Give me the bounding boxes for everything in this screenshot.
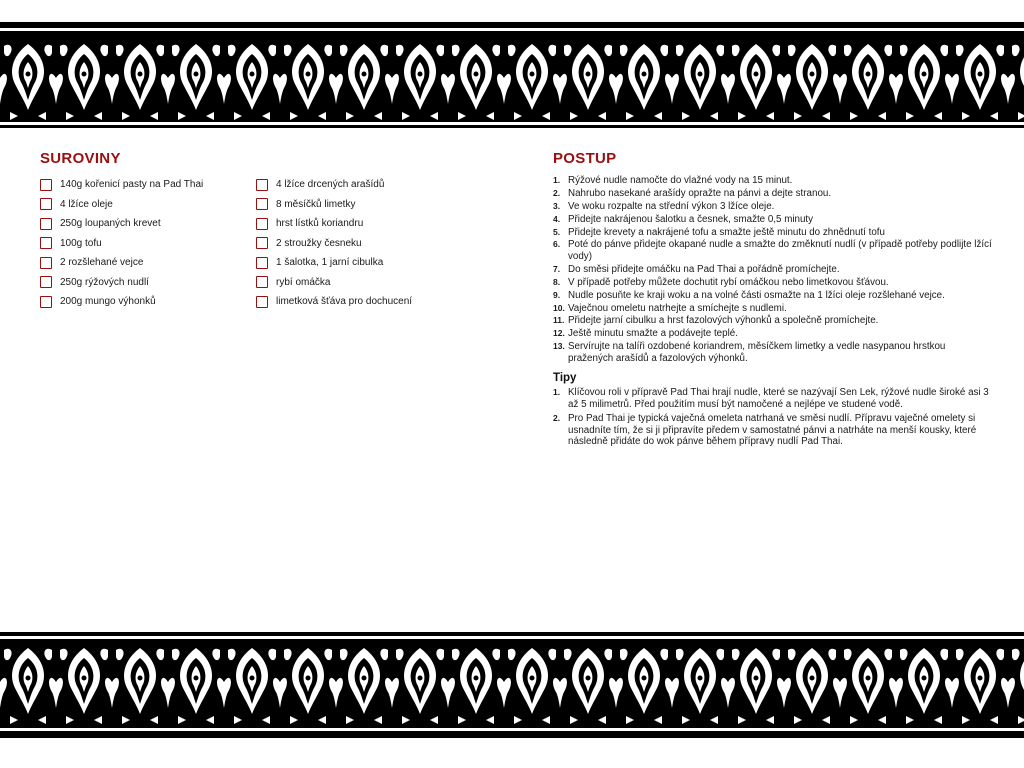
ingredient-item[interactable]	[40, 292, 256, 312]
ingredient-item[interactable]	[256, 273, 472, 293]
ingredient-label: 200g mungo výhonků	[60, 296, 156, 308]
list-item: 8. V případě potřeby můžete dochutit rybí omáčkou nebo limetkovou šťávou.	[553, 277, 993, 289]
step-text: Ve woku rozpalte na střední výkon 3 lžíce oleje.	[568, 200, 775, 212]
ingredient-item[interactable]	[256, 175, 472, 195]
checkbox-icon[interactable]	[40, 276, 52, 288]
checkbox-icon[interactable]	[40, 237, 52, 249]
ingredient-label: rybí omáčka	[276, 276, 331, 288]
step-text: Přidejte krevety a nakrájené tofu a smažte ještě minutu do zhnědnutí tofu	[568, 226, 885, 238]
checkbox-icon[interactable]	[256, 296, 268, 308]
checkbox-icon[interactable]	[256, 257, 268, 269]
tip-text: Pro Pad Thai je typická vaječná omeleta natrhaná ve směsi nudlí. Přípravu vaječné omelety si usnadníte tím, že si ji připravíte předem v samostatné pánvi a natrháte na menší kousky, které následně přidáte do wok pánve během přípravy nudlí Pad Thai.	[568, 413, 977, 448]
list-item: 10. Vaječnou omeletu natrhejte a smíchejte s nudlemi.	[553, 303, 993, 315]
list-item: 13. Servírujte na talíři ozdobené koriandrem, měsíčkem limetky a vedle nasypanou hrstkou pražených arašídů a fazolových výhonků.	[553, 341, 993, 364]
ingredient-item[interactable]	[256, 214, 472, 234]
step-text: Nahrubo nasekané arašídy opražte na pánvi a dejte stranou.	[568, 187, 832, 199]
checkbox-icon[interactable]	[256, 218, 268, 230]
ingredient-item[interactable]	[40, 253, 256, 273]
list-item: 1. Rýžové nudle namočte do vlažné vody na 15 minut.	[553, 175, 993, 187]
ingredient-column-right	[256, 175, 472, 312]
list-item: 12. Ještě minutu smažte a podávejte teplé.	[553, 328, 993, 340]
list-item: 5. Přidejte krevety a nakrájené tofu a smažte ještě minutu do zhnědnutí tofu	[553, 227, 993, 239]
tips-title: Tipy	[553, 372, 577, 385]
ingredient-label: 250g loupaných krevet	[60, 218, 161, 230]
step-text: Ještě minutu smažte a podávejte teplé.	[568, 328, 738, 340]
ingredient-label: 4 lžíce drcených arašídů	[276, 179, 385, 191]
ingredients-title: SUROVINY	[40, 150, 121, 167]
bottom-ornament-band	[0, 632, 1024, 738]
ingredient-item[interactable]	[256, 292, 472, 312]
tip-text: Klíčovou roli v přípravě Pad Thai hrají nudle, které se nazývají Sen Lek, rýžové nudle široké asi 3 až 5 milimetrů. Před použitím musí být namočené a nejlépe ve studené vodě.	[568, 387, 989, 410]
step-text: Vaječnou omeletu natrhejte a smíchejte s nudlemi.	[568, 302, 787, 314]
ingredient-label: 250g rýžových nudlí	[60, 276, 149, 288]
ingredient-item[interactable]	[256, 253, 472, 273]
band-line	[0, 28, 1024, 31]
step-text: Přidejte jarní cibulku a hrst fazolových výhonků a společně promíchejte.	[568, 315, 879, 327]
list-item: 11. Přidejte jarní cibulku a hrst fazolových výhonků a společně promíchejte.	[553, 315, 993, 327]
procedure-steps	[553, 175, 993, 364]
ingredient-item[interactable]	[40, 234, 256, 254]
list-item: 3. Ve woku rozpalte na střední výkon 3 lžíce oleje.	[553, 201, 993, 213]
ingredient-label: 4 lžíce oleje	[60, 198, 113, 210]
step-text: Do směsi přidejte omáčku na Pad Thai a pořádně promíchejte.	[568, 263, 840, 275]
band-line	[0, 122, 1024, 125]
list-item: 2. Pro Pad Thai je typická vaječná omeleta natrhaná ve směsi nudlí. Přípravu vaječné omelety si usnadníte tím, že si ji připravíte předem v samostatné pánvi a natrháte na menší kousky, které následně přidáte do wok pánve během přípravy nudlí Pad Thai.	[553, 413, 993, 448]
ingredient-item[interactable]	[40, 175, 256, 195]
ingredient-label: limetková šťáva pro dochucení	[276, 296, 413, 308]
checkbox-icon[interactable]	[40, 198, 52, 210]
ingredient-label: 140g kořenicí pasty na Pad Thai	[60, 179, 204, 191]
thai-ornament-pattern-icon	[0, 38, 1024, 120]
step-text: V případě potřeby můžete dochutit rybí omáčkou nebo limetkovou šťávou.	[568, 276, 889, 288]
list-item: 1. Klíčovou roli v přípravě Pad Thai hrají nudle, které se nazývají Sen Lek, rýžové nudle široké asi 3 až 5 milimetrů. Před použitím musí být namočené a nejlépe ve studené vodě.	[553, 387, 993, 410]
top-ornament-band	[0, 22, 1024, 128]
band-line	[0, 636, 1024, 639]
ingredient-item[interactable]	[40, 214, 256, 234]
ingredient-label: 8 měsíčků limetky	[276, 198, 356, 210]
ingredient-item[interactable]	[40, 273, 256, 293]
ingredient-label: 2 stroužky česneku	[276, 237, 362, 249]
ingredient-item[interactable]	[256, 234, 472, 254]
procedure-section	[553, 150, 993, 451]
ingredient-label: hrst lístků koriandru	[276, 218, 364, 230]
step-text: Poté do pánve přidejte okapané nudle a smažte do změknutí nudlí (v případě potřeby podlijte lžící vody)	[568, 239, 992, 262]
ingredient-column-left	[40, 175, 256, 312]
ingredient-label: 2 rozšlehané vejce	[60, 257, 144, 269]
step-text: Servírujte na talíři ozdobené koriandrem, měsíčkem limetky a vedle nasypanou hrstkou pražených arašídů a fazolových výhonků.	[568, 341, 946, 364]
checkbox-icon[interactable]	[40, 218, 52, 230]
ingredient-label: 100g tofu	[60, 237, 102, 249]
step-text: Rýžové nudle namočte do vlažné vody na 15 minut.	[568, 175, 793, 186]
checkbox-icon[interactable]	[256, 179, 268, 191]
ingredient-item[interactable]	[256, 195, 472, 215]
list-item: 9. Nudle posuňte ke kraji woku a na volné části osmažte na 1 lžíci oleje rozšlehané vejce.	[553, 290, 993, 302]
checkbox-icon[interactable]	[40, 179, 52, 191]
list-item: 2. Nahrubo nasekané arašídy opražte na pánvi a dejte stranou.	[553, 188, 993, 200]
ingredient-item[interactable]	[40, 195, 256, 215]
ingredient-columns	[40, 175, 500, 312]
thai-ornament-pattern-icon	[0, 642, 1024, 724]
checkbox-icon[interactable]	[256, 237, 268, 249]
band-line	[0, 728, 1024, 731]
procedure-title: POSTUP	[553, 150, 617, 167]
checkbox-icon[interactable]	[40, 296, 52, 308]
tips-list	[553, 387, 993, 448]
ingredient-label: 1 šalotka, 1 jarní cibulka	[276, 257, 384, 269]
step-text: Přidejte nakrájenou šalotku a česnek, smažte 0,5 minuty	[568, 213, 814, 225]
list-item: 6. Poté do pánve přidejte okapané nudle a smažte do změknutí nudlí (v případě potřeby podlijte lžící vody)	[553, 239, 992, 262]
checkbox-icon[interactable]	[40, 257, 52, 269]
ingredients-section	[40, 150, 500, 312]
checkbox-icon[interactable]	[256, 198, 268, 210]
list-item: 7. Do směsi přidejte omáčku na Pad Thai a pořádně promíchejte.	[553, 264, 993, 276]
step-text: Nudle posuňte ke kraji woku a na volné části osmažte na 1 lžíci oleje rozšlehané vejce.	[568, 289, 945, 301]
checkbox-icon[interactable]	[256, 276, 268, 288]
list-item: 4. Přidejte nakrájenou šalotku a česnek, smažte 0,5 minuty	[553, 214, 993, 226]
